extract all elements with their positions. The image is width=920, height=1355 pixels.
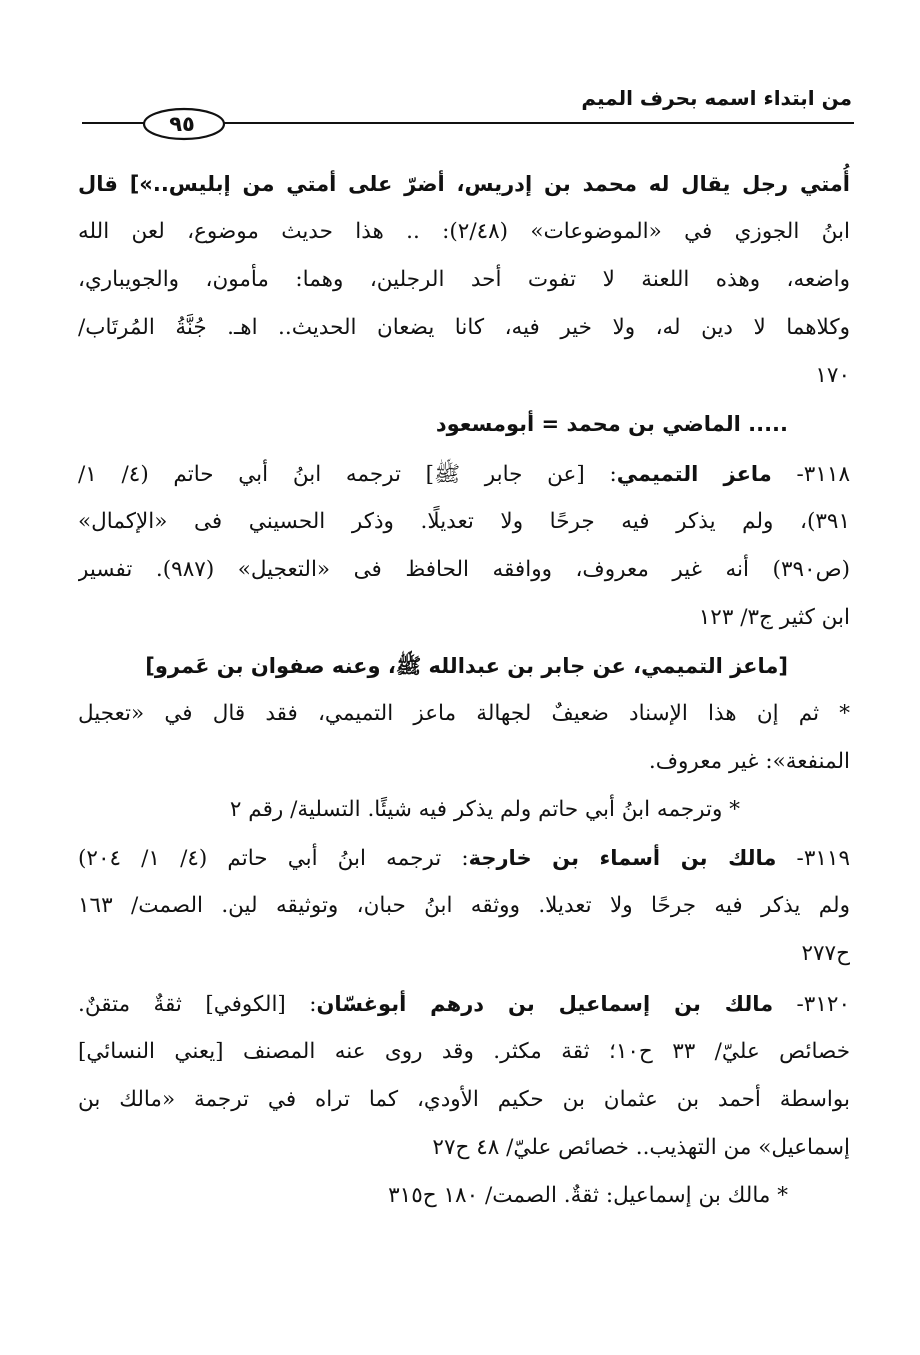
text-line: خصائص عليّ/ ٣٣ ح١٠؛ ثقة مكثر. وقد روى عنه المصنف [يعني النسائي] [78, 1039, 850, 1064]
text-line: ..... الماضي بن محمد = أبومسعود [435, 412, 788, 436]
body-text [78, 160, 850, 1220]
text-line: المنفعة»: غير معروف. [648, 749, 850, 774]
text-line: (ص٣٩٠) أنه غير معروف، ووافقه الحافظ فى «التعجيل» (٩٨٧). تفسير [78, 557, 850, 582]
text-line: بواسطة أحمد بن عثمان بن حكيم الأودي، كما تراه في ترجمة «مالك بن [78, 1087, 850, 1112]
text-line: * وترجمه ابنُ أبي حاتم ولم يذكر فيه شيئًا. التسلية/ رقم ٢ [229, 797, 740, 822]
page-number: ٩٥ [169, 112, 195, 136]
text-line: ٣٩١)، ولم يذكر فيه جرحًا ولا تعديلًا. وذكر الحسيني فى «الإكمال» [78, 509, 850, 534]
text-line: وكلاهما لا دين له، ولا خير فيه، كانا يضعان الحديث.. اهـ. جُنَّةُ المُرتَاب/ [78, 315, 850, 340]
text-line: إسماعيل» من التهذيب.. خصائص عليّ/ ٤٨ ح٢٧ [432, 1135, 850, 1160]
text-line: [ماعز التميمي، عن جابر بن عبدالله ﷺ، وعنه صفوان بن عَمرو] [145, 654, 788, 678]
text-line: * مالك بن إسماعيل: ثقةٌ. الصمت/ ١٨٠ ح٣١٥ [388, 1183, 788, 1208]
text-line: ٣١٢٠- مالك بن إسماعيل بن درهم أبوغسّان: [الكوفي] ثقةٌ متقنٌ. [78, 992, 850, 1017]
running-title: من ابتداء اسمه بحرف الميم [581, 86, 852, 110]
text-line: * ثم إن هذا الإسناد ضعيفٌ لجهالة ماعز التميمي، فقد قال في «تعجيل [78, 701, 850, 726]
text-line: ٣١١٨- ماعز التميمي: [عن جابر ﷺ] ترجمه ابنُ أبي حاتم (٤/ ١/ [78, 462, 850, 487]
text-line: ٣١١٩- مالك بن أسماء بن خارجة: ترجمه ابنُ أبي حاتم (٤/ ١/ ٢٠٤) [78, 846, 850, 871]
text-line: ولم يذكر فيه جرحًا ولا تعديلا. ووثقه ابنُ حبان، وتوثيقه لين. الصمت/ ١٦٣ [78, 893, 850, 918]
text-line: ١٧٠ [815, 363, 850, 388]
text-line: ح٢٧٧ [801, 941, 850, 966]
text-line: واضعه، وهذه اللعنة لا تفوت أحد الرجلين، وهما: مأمون، والجويباري، [78, 267, 850, 292]
text-line: ابن كثير ج٣/ ١٢٣ [698, 605, 850, 630]
text-line: ابنُ الجوزي في «الموضوعات» (٢/٤٨): .. هذا حديث موضوع، لعن الله [78, 219, 850, 244]
text-line: أُمتي رجل يقال له محمد بن إدريس، أضرّ على أمتي من إبليس..»] قال [78, 172, 850, 196]
